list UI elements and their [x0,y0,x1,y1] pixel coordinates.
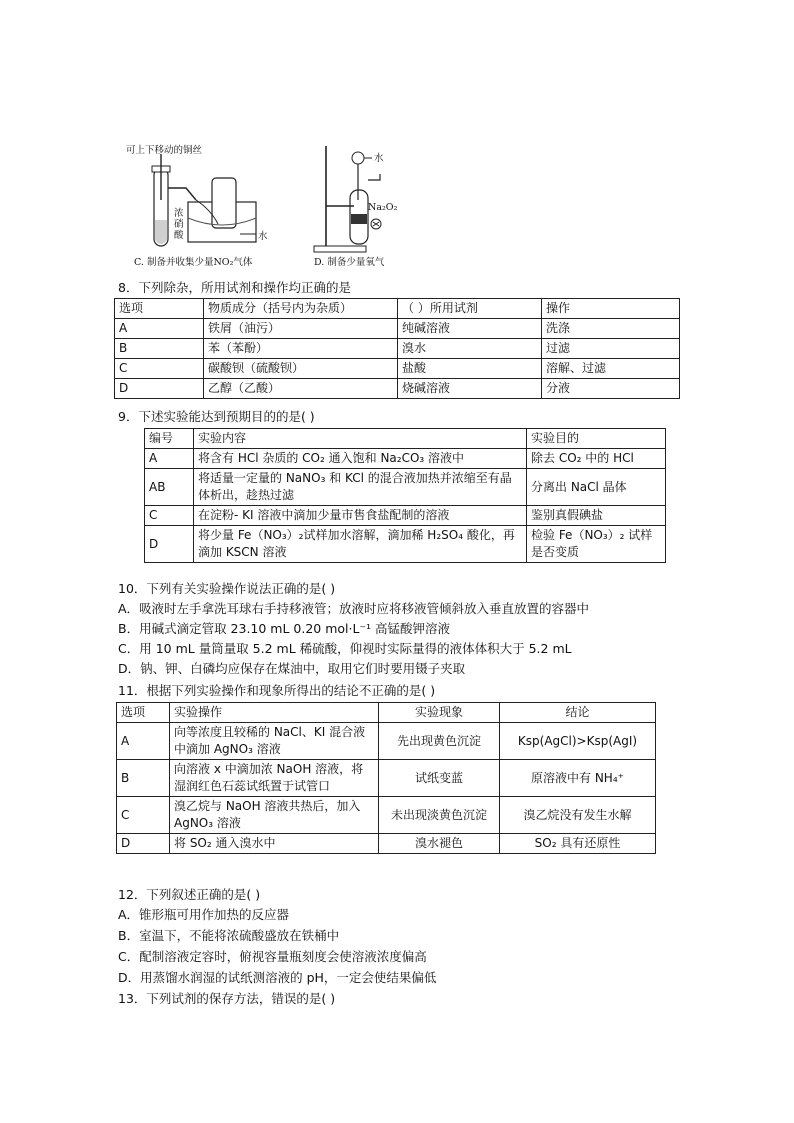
q12-option-b: B．室温下，不能将浓硫酸盛放在铁桶中 [118,928,340,943]
water-label-d: 水 [374,153,384,164]
q10-option-a: A．吸液时左手拿洗耳球右手持移液管；放液时应将移液管倾斜放入垂直放置的容器中 [118,601,590,616]
table-cell: 将 SO₂ 通入溴水中 [170,834,379,854]
table-cell: 溴水 [398,339,542,359]
table-cell: D [145,526,194,563]
table-cell: 先出现黄色沉淀 [379,723,500,760]
table-cell: 试纸变蓝 [379,760,500,797]
table-row [145,526,666,563]
table-row [145,449,666,469]
table-cell: 碳酸钡（硫酸钡） [204,359,398,379]
figure-d [310,140,430,270]
q9-header-cell: 编号 [145,429,194,449]
q11-header-row [117,703,656,723]
table-cell: SO₂ 具有还原性 [500,834,656,854]
q8-header-cell: 选项 [115,299,204,319]
water-label-c: 水 [258,231,268,242]
table-row [145,469,666,506]
q12-option-c: C．配制溶液定容时，俯视容量瓶刻度会使溶液浓度偏高 [118,949,427,964]
table-cell: Ksp(AgCl)>Ksp(AgI) [500,723,656,760]
table-cell: 在淀粉- KI 溶液中滴加少量市售食盐配制的溶液 [194,506,527,526]
table-row [115,339,680,359]
table-row [115,359,680,379]
q8-header-cell: 操作 [542,299,680,319]
table-cell: 将含有 HCl 杂质的 CO₂ 通入饱和 Na₂CO₃ 溶液中 [194,449,527,469]
table-cell: 未出现淡黄色沉淀 [379,797,500,834]
table-cell: 溴乙烷与 NaOH 溶液共热后，加入 AgNO₃ 溶液 [170,797,379,834]
table-cell: 原溶液中有 NH₄⁺ [500,760,656,797]
table-cell: 过滤 [542,339,680,359]
table-cell: 烧碱溶液 [398,379,542,399]
table-cell: AB [145,469,194,506]
q11-table [116,702,656,854]
acid-label: 浓硝酸 [174,208,184,241]
table-cell: 将少量 Fe（NO₃）₂试样加水溶解，滴加稀 H₂SO₄ 酸化，再滴加 KSCN 溶液 [194,526,527,563]
table-cell: 溴乙烷没有发生水解 [500,797,656,834]
table-cell: 溴水褪色 [379,834,500,854]
table-row [115,319,680,339]
q11-header-cell: 实验操作 [170,703,379,723]
q9-table [144,428,666,563]
table-cell: 铁屑（油污） [204,319,398,339]
table-cell: C [115,359,204,379]
table-cell: C [145,506,194,526]
table-cell: 乙醇（乙酸） [204,379,398,399]
table-cell: 向溶液 x 中滴加浓 NaOH 溶液，将湿润红色石蕊试纸置于试管口 [170,760,379,797]
copper-wire-label: 可上下移动的铜丝 [126,145,203,156]
table-cell: 溶解、过滤 [542,359,680,379]
na2o2-label: Na₂O₂ [368,202,398,213]
q8-stem: 8．下列除杂，所用试剂和操作均正确的是 [118,280,351,295]
q10-option-b: B．用碱式滴定管取 23.10 mL 0.20 mol·L⁻¹ 高锰酸钾溶液 [118,621,451,636]
q12-option-a: A．锥形瓶可用作加热的反应器 [118,907,290,922]
table-cell: 鉴别真假碘盐 [527,506,666,526]
q13-stem: 13．下列试剂的保存方法，错误的是( ) [118,991,336,1006]
table-cell: A [145,449,194,469]
table-cell: 检验 Fe（NO₃）₂ 试样是否变质 [527,526,666,563]
table-cell: 除去 CO₂ 中的 HCl [527,449,666,469]
q10-stem: 10．下列有关实验操作说法正确的是( ) [118,581,336,596]
figure-c [126,140,296,270]
q9-header-cell: 实验目的 [527,429,666,449]
table-cell: B [115,339,204,359]
q11-header-cell: 选项 [117,703,170,723]
q9-header-cell: 实验内容 [194,429,527,449]
q10-option-d: D．钠、钾、白磷均应保存在煤油中，取用它们时要用镊子夹取 [118,661,466,676]
table-cell: 纯碱溶液 [398,319,542,339]
table-cell: 分离出 NaCl 晶体 [527,469,666,506]
table-row [117,797,656,834]
q9-header-row [145,429,666,449]
q8-header-cell: （ ）所用试剂 [398,299,542,319]
table-cell: 分液 [542,379,680,399]
table-cell: B [117,760,170,797]
table-cell: D [115,379,204,399]
caption-c: C. 制备并收集少量NO₂气体 [134,257,253,268]
table-row [117,760,656,797]
table-cell: A [115,319,204,339]
table-row [115,379,680,399]
table-cell: C [117,797,170,834]
caption-d: D. 制备少量氧气 [314,257,385,268]
q11-stem: 11．根据下列实验操作和现象所得出的结论不正确的是( ) [118,683,436,698]
table-row [117,834,656,854]
table-row [117,723,656,760]
apparatus-c-drawing [126,140,296,270]
table-cell: 将适量一定量的 NaNO₃ 和 KCl 的混合液加热并浓缩至有晶体析出，趁热过滤 [194,469,527,506]
table-cell: 洗涤 [542,319,680,339]
table-cell: A [117,723,170,760]
table-cell: 苯（苯酚） [204,339,398,359]
q12-stem: 12．下列叙述正确的是( ) [118,887,261,902]
q8-table [114,298,680,399]
table-cell: 盐酸 [398,359,542,379]
q9-stem: 9．下述实验能达到预期目的的是( ) [118,409,315,424]
q11-header-cell: 实验现象 [379,703,500,723]
table-row [145,506,666,526]
q11-header-cell: 结论 [500,703,656,723]
q8-header-row [115,299,680,319]
q8-header-cell: 物质成分（括号内为杂质） [204,299,398,319]
q12-option-d: D．用蒸馏水润湿的试纸测溶液的 pH，一定会使结果偏低 [118,970,437,985]
q10-option-c: C．用 10 mL 量筒量取 5.2 mL 稀硫酸，仰视时实际量得的液体体积大于 5.2 mL [118,641,572,656]
table-cell: 向等浓度且较稀的 NaCl、KI 混合液中滴加 AgNO₃ 溶液 [170,723,379,760]
table-cell: D [117,834,170,854]
